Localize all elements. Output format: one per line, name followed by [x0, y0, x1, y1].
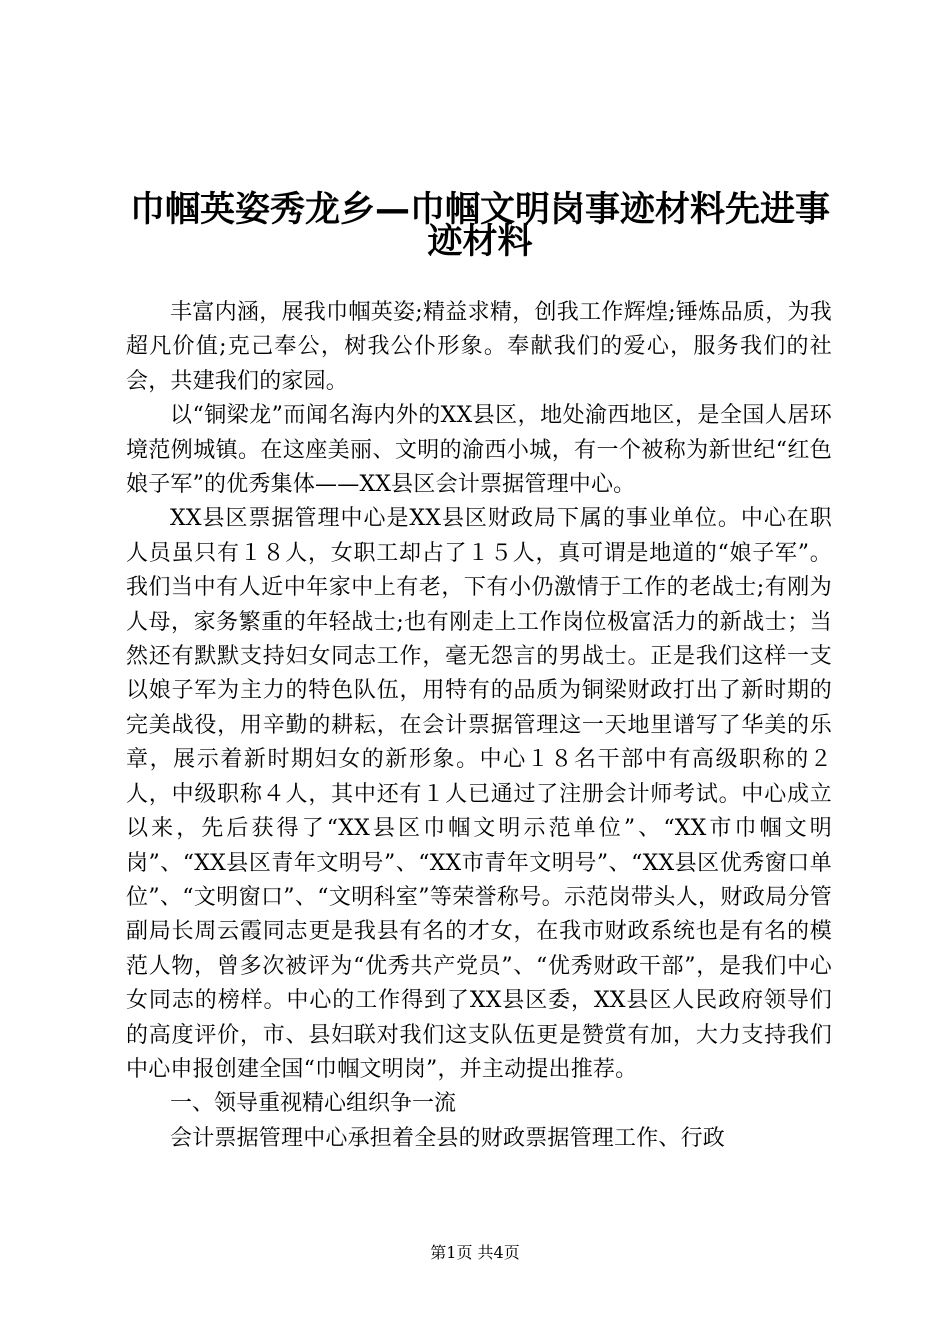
section-heading: 一、领导重视精心组织争一流	[170, 1091, 457, 1117]
document-title-line1: 巾帼英姿秀龙乡—巾帼文明岗事迹材料先进事	[129, 190, 830, 230]
paragraph-intro: 丰富内涵，展我巾帼英姿;精益求精，创我工作辉煌;锤炼品质，为我超凡价值;克己奉公，树我公仆形象。奉献我们的爱心，服务我们的社会，共建我们的家园。	[126, 300, 832, 394]
paragraph-location: 以“铜梁龙”而闻名海内外的XX县区，地处渝西地区，是全国人居环境范例城镇。在这座美丽、文明的渝西小城，有一个被称为新世纪“红色娘子军”的优秀集体——XX县区会计票据管理中心。	[126, 403, 832, 498]
paragraph-last: 会计票据管理中心承担着全县的财政票据管理工作、行政	[170, 1125, 726, 1151]
page-footer: 第1页 共4页	[430, 1243, 520, 1262]
document-title-line2: 迹材料	[427, 222, 533, 262]
paragraph-center: XX县区票据管理中心是XX县区财政局下属的事业单位。中心在职人员虽只有１８人，女职工却占了１５人，真可谓是地道的“娘子军”。我们当中有人近中年家中上有老，下有小仍激情于工作的老战士;有刚为人母，家务繁重的年轻战士;也有刚走上工作岗位极富活力的新战士；当然还有默默支持妇女同志工作，毫无怨言的男战士。正是我们这样一支以娘子军为主力的特色队伍，用特有的品质为铜梁财政打出了新时期的完美战役，用辛勤的耕耘，在会计票据管理这一天地里谱写了华美的乐章，展示着新时期妇女的新形象。中心１８名干部中有高级职称的２人，中级职称４人，其中还有１人已通过了注册会计师考试。中心成立以来，先后获得了“XX县区巾帼文明示范单位”、“XX市巾帼文明岗”、“XX县区青年文明号”、“XX市青年文明号”、“XX县区优秀窗口单位”、“文明窗口”、“文明科室”等荣誉称号。示范岗带头人，财政局分管副局长周云霞同志更是我县有名的才女，在我市财政系统也是有名的模范人物，曾多次被评为“优秀共产党员”、“优秀财政干部”，是我们中心女同志的榜样。中心的工作得到了XX县区委，XX县区人民政府领导们的高度评价，市、县妇联对我们这支队伍更是赞赏有加，大力支持我们中心申报创建全国“巾帼文明岗”，并主动提出推荐。	[126, 506, 832, 1082]
document-body	[126, 296, 832, 1156]
